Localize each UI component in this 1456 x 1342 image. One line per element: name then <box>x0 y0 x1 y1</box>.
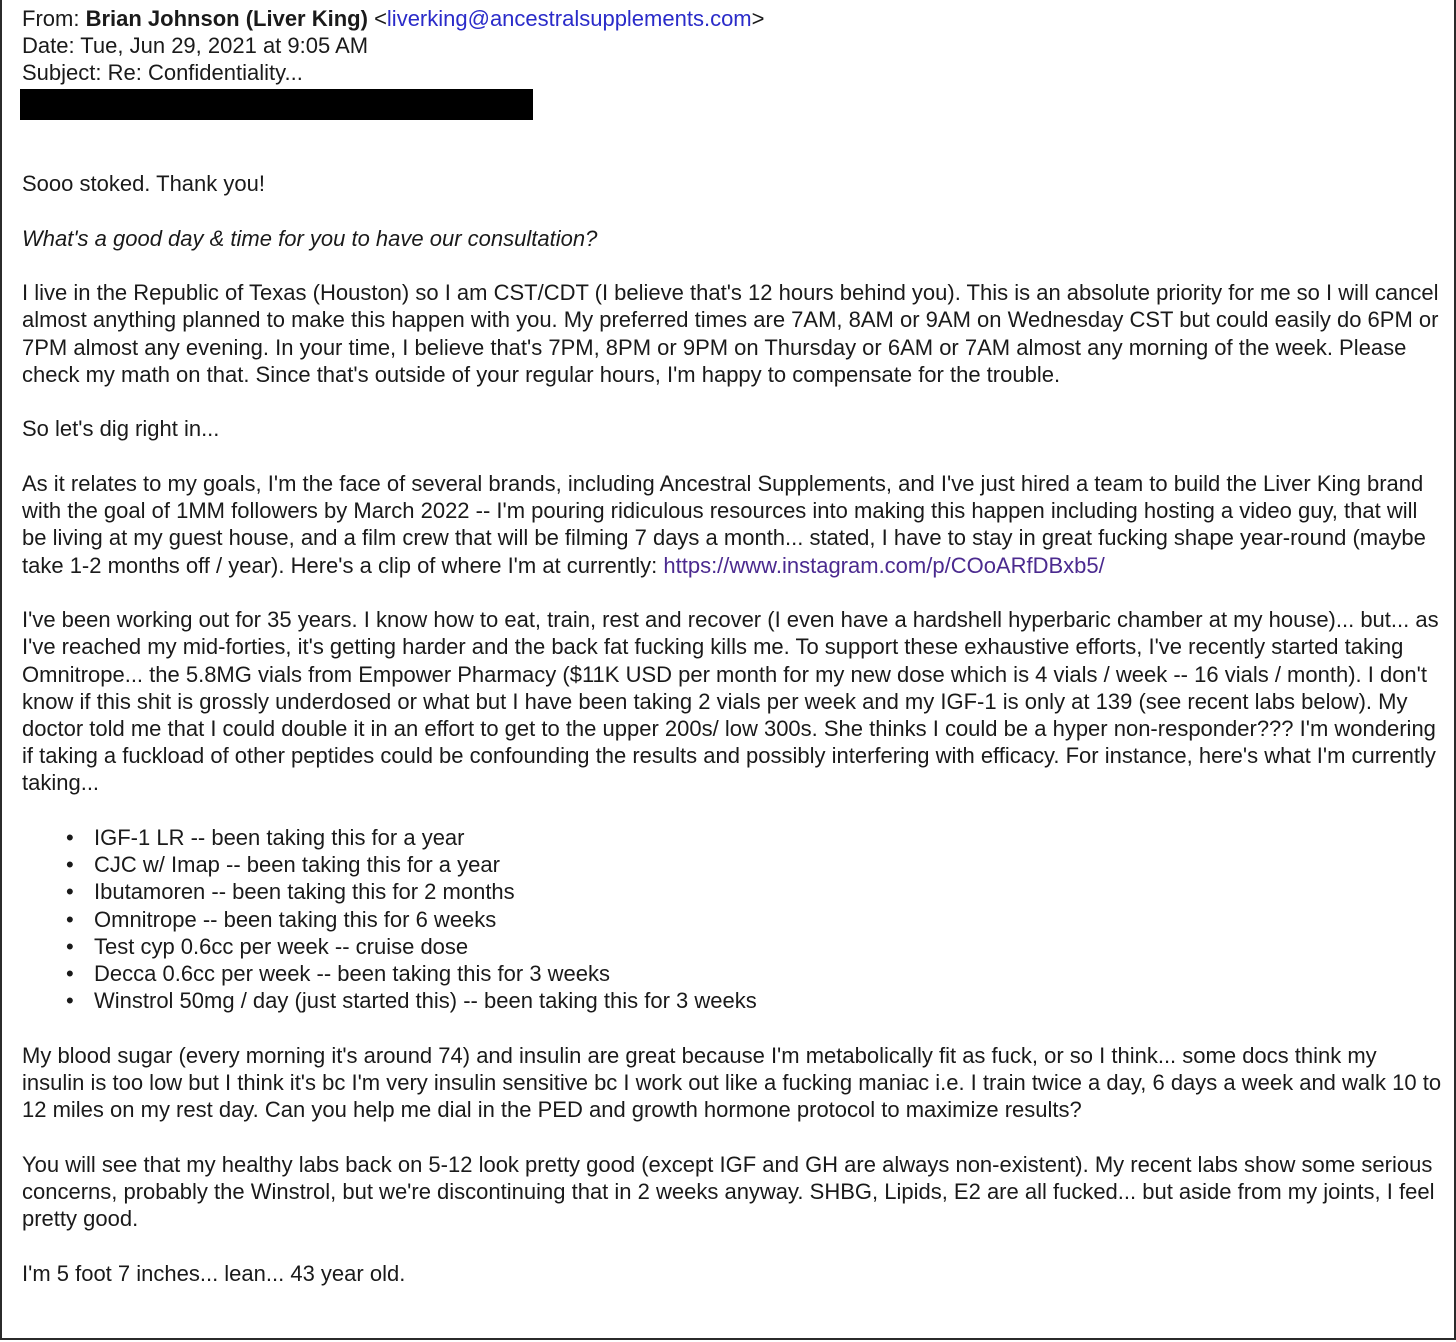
paragraph-question: What's a good day & time for you to have our consultation? <box>22 225 598 251</box>
paragraph-schedule: I live in the Republic of Texas (Houston) so I am CST/CDT (I believe that's 12 hours behind you). This is an absolute priority for me so I will cancel almost anything planned to make this happen with you. My preferred times are 7AM, 8AM or 9AM on Wednesday CST but could easily do 6PM or 7PM almost any evening. In your time, I believe that's 7PM, 8PM or 9PM on Thursday or 6AM or 7AM almost any morning of the week. Please check my math on that. Since that's outside of your regular hours, I'm happy to compensate for the trouble. <box>22 280 1439 387</box>
bullet-icon: • <box>66 988 74 1014</box>
bullet-icon: • <box>66 852 74 878</box>
goals-text: As it relates to my goals, I'm the face of several brands, including Ancestral Supplements, and I've just hired a team to build the Liver King brand with the goal of 1MM followers by March 2022 -- I'm pouring ridiculous resources into making this happen including hosting a video guy, that will be living at my guest house, and a film crew that will be filming 7 days a month... stated, I have to stay in great fucking shape year-round (maybe take 1-2 months off / year). Here's a clip of where I'm at currently: <box>22 470 1426 578</box>
paragraph-history: I've been working out for 35 years. I know how to eat, train, rest and recover (I even have a hardshell hyperbaric chamber at my house)... but... as I've reached my mid-forties, it's getting harder and the back fat fucking kills me. To support these exhaustive efforts, I've recently started taking Omnitrope... the 5.8MG vials from Empower Pharmacy ($11K USD per month for my new dose which is 4 vials / week -- 16 vials / month). I don't know if this shit is grossly underdosed or what but I have been taking 2 vials per week and my IGF-1 is only at 139 (see recent labs below). My doctor told me that I could double it in an effort to get to the upper 200s/ low 300s. She thinks I could be a hyper non-responder??? I'm wondering if taking a fuckload of other peptides could be confounding the results and possibly interfering with efficacy. For instance, here's what I'm currently taking... <box>22 607 1439 796</box>
paragraph-stats: I'm 5 foot 7 inches... lean... 43 year old. <box>22 1260 406 1286</box>
list-item <box>66 960 1442 987</box>
sender-name: Brian Johnson (Liver King) <box>85 6 368 31</box>
date-line: Date: Tue, Jun 29, 2021 at 9:05 AM <box>22 33 369 58</box>
list-item-text: Ibutamoren -- been taking this for 2 months <box>94 879 515 905</box>
paragraph-blood-sugar: My blood sugar (every morning it's around 74) and insulin are great because I'm metabolically fit as fuck, or so I think... some docs think my insulin is too low but I think it's bc I'm very insulin sensitive bc I work out like a fucking maniac i.e. I train twice a day, 6 days a week and walk 10 to 12 miles on my rest day. Can you help me dial in the PED and growth hormone protocol to maximize results? <box>22 1042 1442 1123</box>
bullet-icon: • <box>66 933 74 959</box>
bullet-icon: • <box>66 960 74 986</box>
list-item <box>66 933 1442 960</box>
sender-email-open: < <box>374 6 387 31</box>
email-body <box>22 170 1442 1314</box>
list-item-text: Winstrol 50mg / day (just started this) -- been taking this for 3 weeks <box>94 988 757 1014</box>
email-header <box>22 5 1442 86</box>
bullet-icon: • <box>66 879 74 905</box>
list-item-text: CJC w/ Imap -- been taking this for a year <box>94 852 500 878</box>
list-item <box>66 878 1442 905</box>
sender-email-link[interactable]: liverking@ancestralsupplements.com <box>386 6 752 31</box>
instagram-link[interactable]: https://www.instagram.com/p/COoARfDBxb5/ <box>663 552 1105 578</box>
list-item-text: IGF-1 LR -- been taking this for a year <box>94 825 465 850</box>
list-item-text: Omnitrope -- been taking this for 6 weeks <box>94 906 497 932</box>
paragraph-goals <box>22 470 1442 579</box>
bullet-icon: • <box>66 906 74 932</box>
bullet-icon: • <box>66 825 74 850</box>
sender-email-close: > <box>751 6 765 31</box>
from-label: From: <box>22 6 80 31</box>
paragraph-greeting: Sooo stoked. Thank you! <box>22 171 265 196</box>
subject-line: Subject: Re: Confidentiality... <box>22 60 303 85</box>
list-item <box>66 851 1442 878</box>
list-item <box>66 987 1442 1014</box>
paragraph-labs: You will see that my healthy labs back on 5-12 look pretty good (except IGF and GH are always non-existent). My recent labs show some serious concerns, probably the Winstrol, but we're discontinuing that in 2 weeks anyway. SHBG, Lipids, E2 are all fucked... but aside from my joints, I feel pretty good. <box>22 1151 1435 1232</box>
list-item <box>66 824 1442 851</box>
list-item-text: Test cyp 0.6cc per week -- cruise dose <box>94 933 469 959</box>
list-item <box>66 906 1442 933</box>
list-item-text: Decca 0.6cc per week -- been taking this for 3 weeks <box>94 960 611 986</box>
medication-list <box>22 824 1442 1014</box>
from-line <box>22 5 1442 32</box>
paragraph-dig-in: So let's dig right in... <box>22 416 220 442</box>
redaction-bar <box>20 89 533 120</box>
